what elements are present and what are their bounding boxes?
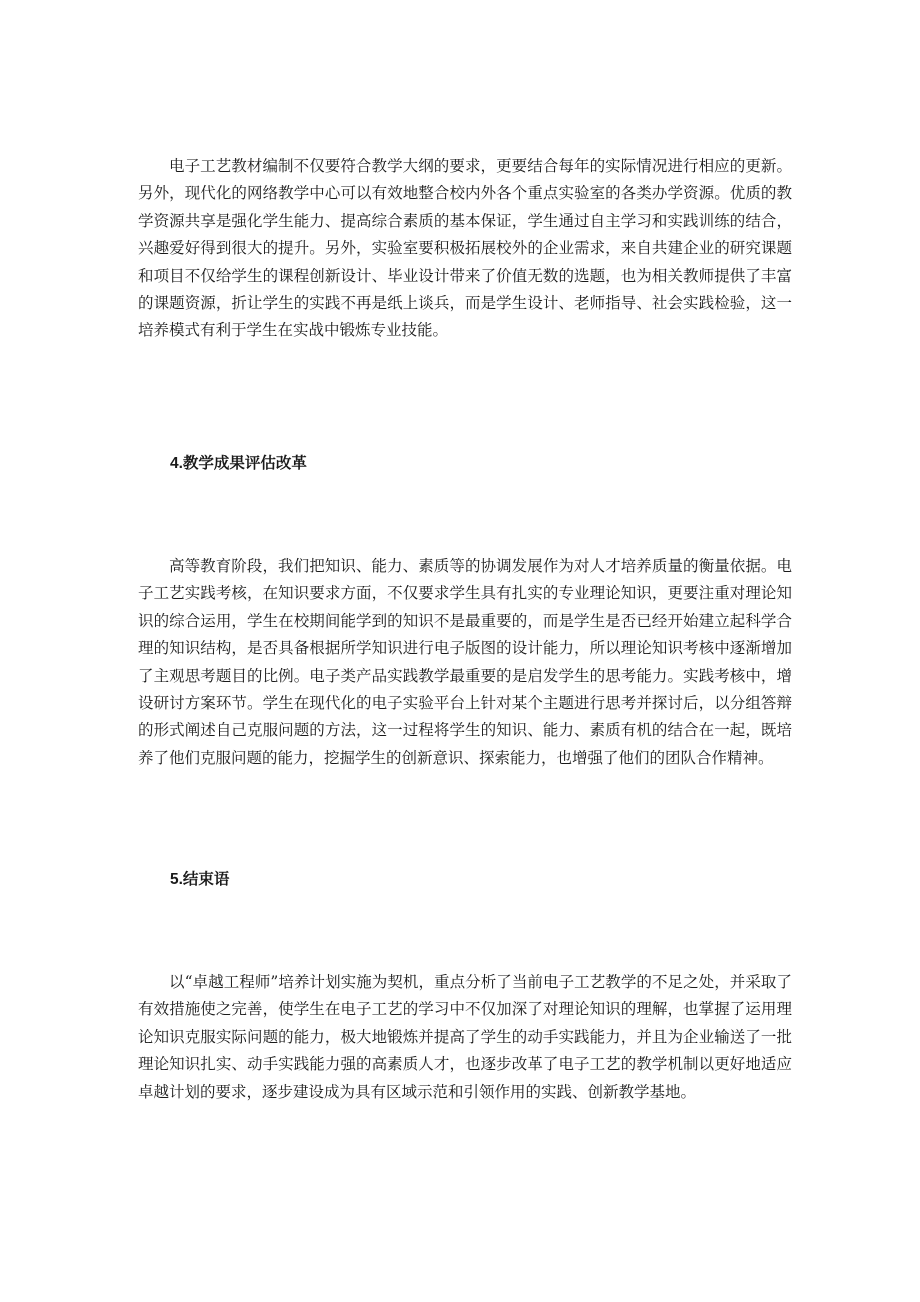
section-heading-4: 4.教学成果评估改革 [170, 455, 307, 472]
paragraph-assessment-reform: 高等教育阶段，我们把知识、能力、素质等的协调发展作为对人才培养质量的衡量依据。电子工艺实践考核，在知识要求方面，不仅要求学生具有扎实的专业理论知识，更要注重对理论知识的综合运用，学生在校期间能学到的知识不是最重要的，而是学生是否已经开始建立起科学合理的知识结构，是否具备根据所学知识进行电子版图的设计能力，所以理论知识考核中逐渐增加了主观思考题目的比例。电子类产品实践教学最重要的是启发学生的思考能力。实践考核中，增设研讨方案环节。学生在现代化的电子实验平台上针对某个主题进行思考并探讨后，以分组答辩的形式阐述自己克服问题的方法，这一过程将学生的知识、能力、素质有机的结合在一起，既培养了他们克服问题的能力，挖掘学生的创新意识、探索能力，也增强了他们的团队合作精神。 [138, 557, 792, 767]
paragraph-conclusion: 以“卓越工程师”培养计划实施为契机，重点分析了当前电子工艺教学的不足之处，并采取了有效措施使之完善，使学生在电子工艺的学习中不仅加深了对理论知识的理解，也掌握了运用理论知识克服实际问题的能力，极大地锻炼并提高了学生的动手实践能力，并且为企业输送了一批理论知识扎实、动手实践能力强的高素质人才，也逐步改革了电子工艺的教学机制以更好地适应卓越计划的要求，逐步建设成为具有区域示范和引领作用的实践、创新教学基地。 [138, 973, 792, 1101]
paragraph-textbook-resources: 电子工艺教材编制不仅要符合教学大纲的要求，更要结合每年的实际情况进行相应的更新。另外，现代化的网络教学中心可以有效地整合校内外各个重点实验室的各类办学资源。优质的教学资源共享是强化学生能力、提高综合素质的基本保证，学生通过自主学习和实践训练的结合，兴趣爱好得到很大的提升。另外，实验室要积极拓展校外的企业需求，来自共建企业的研究课题和项目不仅给学生的课程创新设计、毕业设计带来了价值无数的选题，也为相关教师提供了丰富的课题资源，折让学生的实践不再是纸上谈兵，而是学生设计、老师指导、社会实践检验，这一培养模式有利于学生在实战中锻炼专业技能。 [138, 157, 792, 340]
section-heading-5: 5.结束语 [170, 871, 230, 888]
